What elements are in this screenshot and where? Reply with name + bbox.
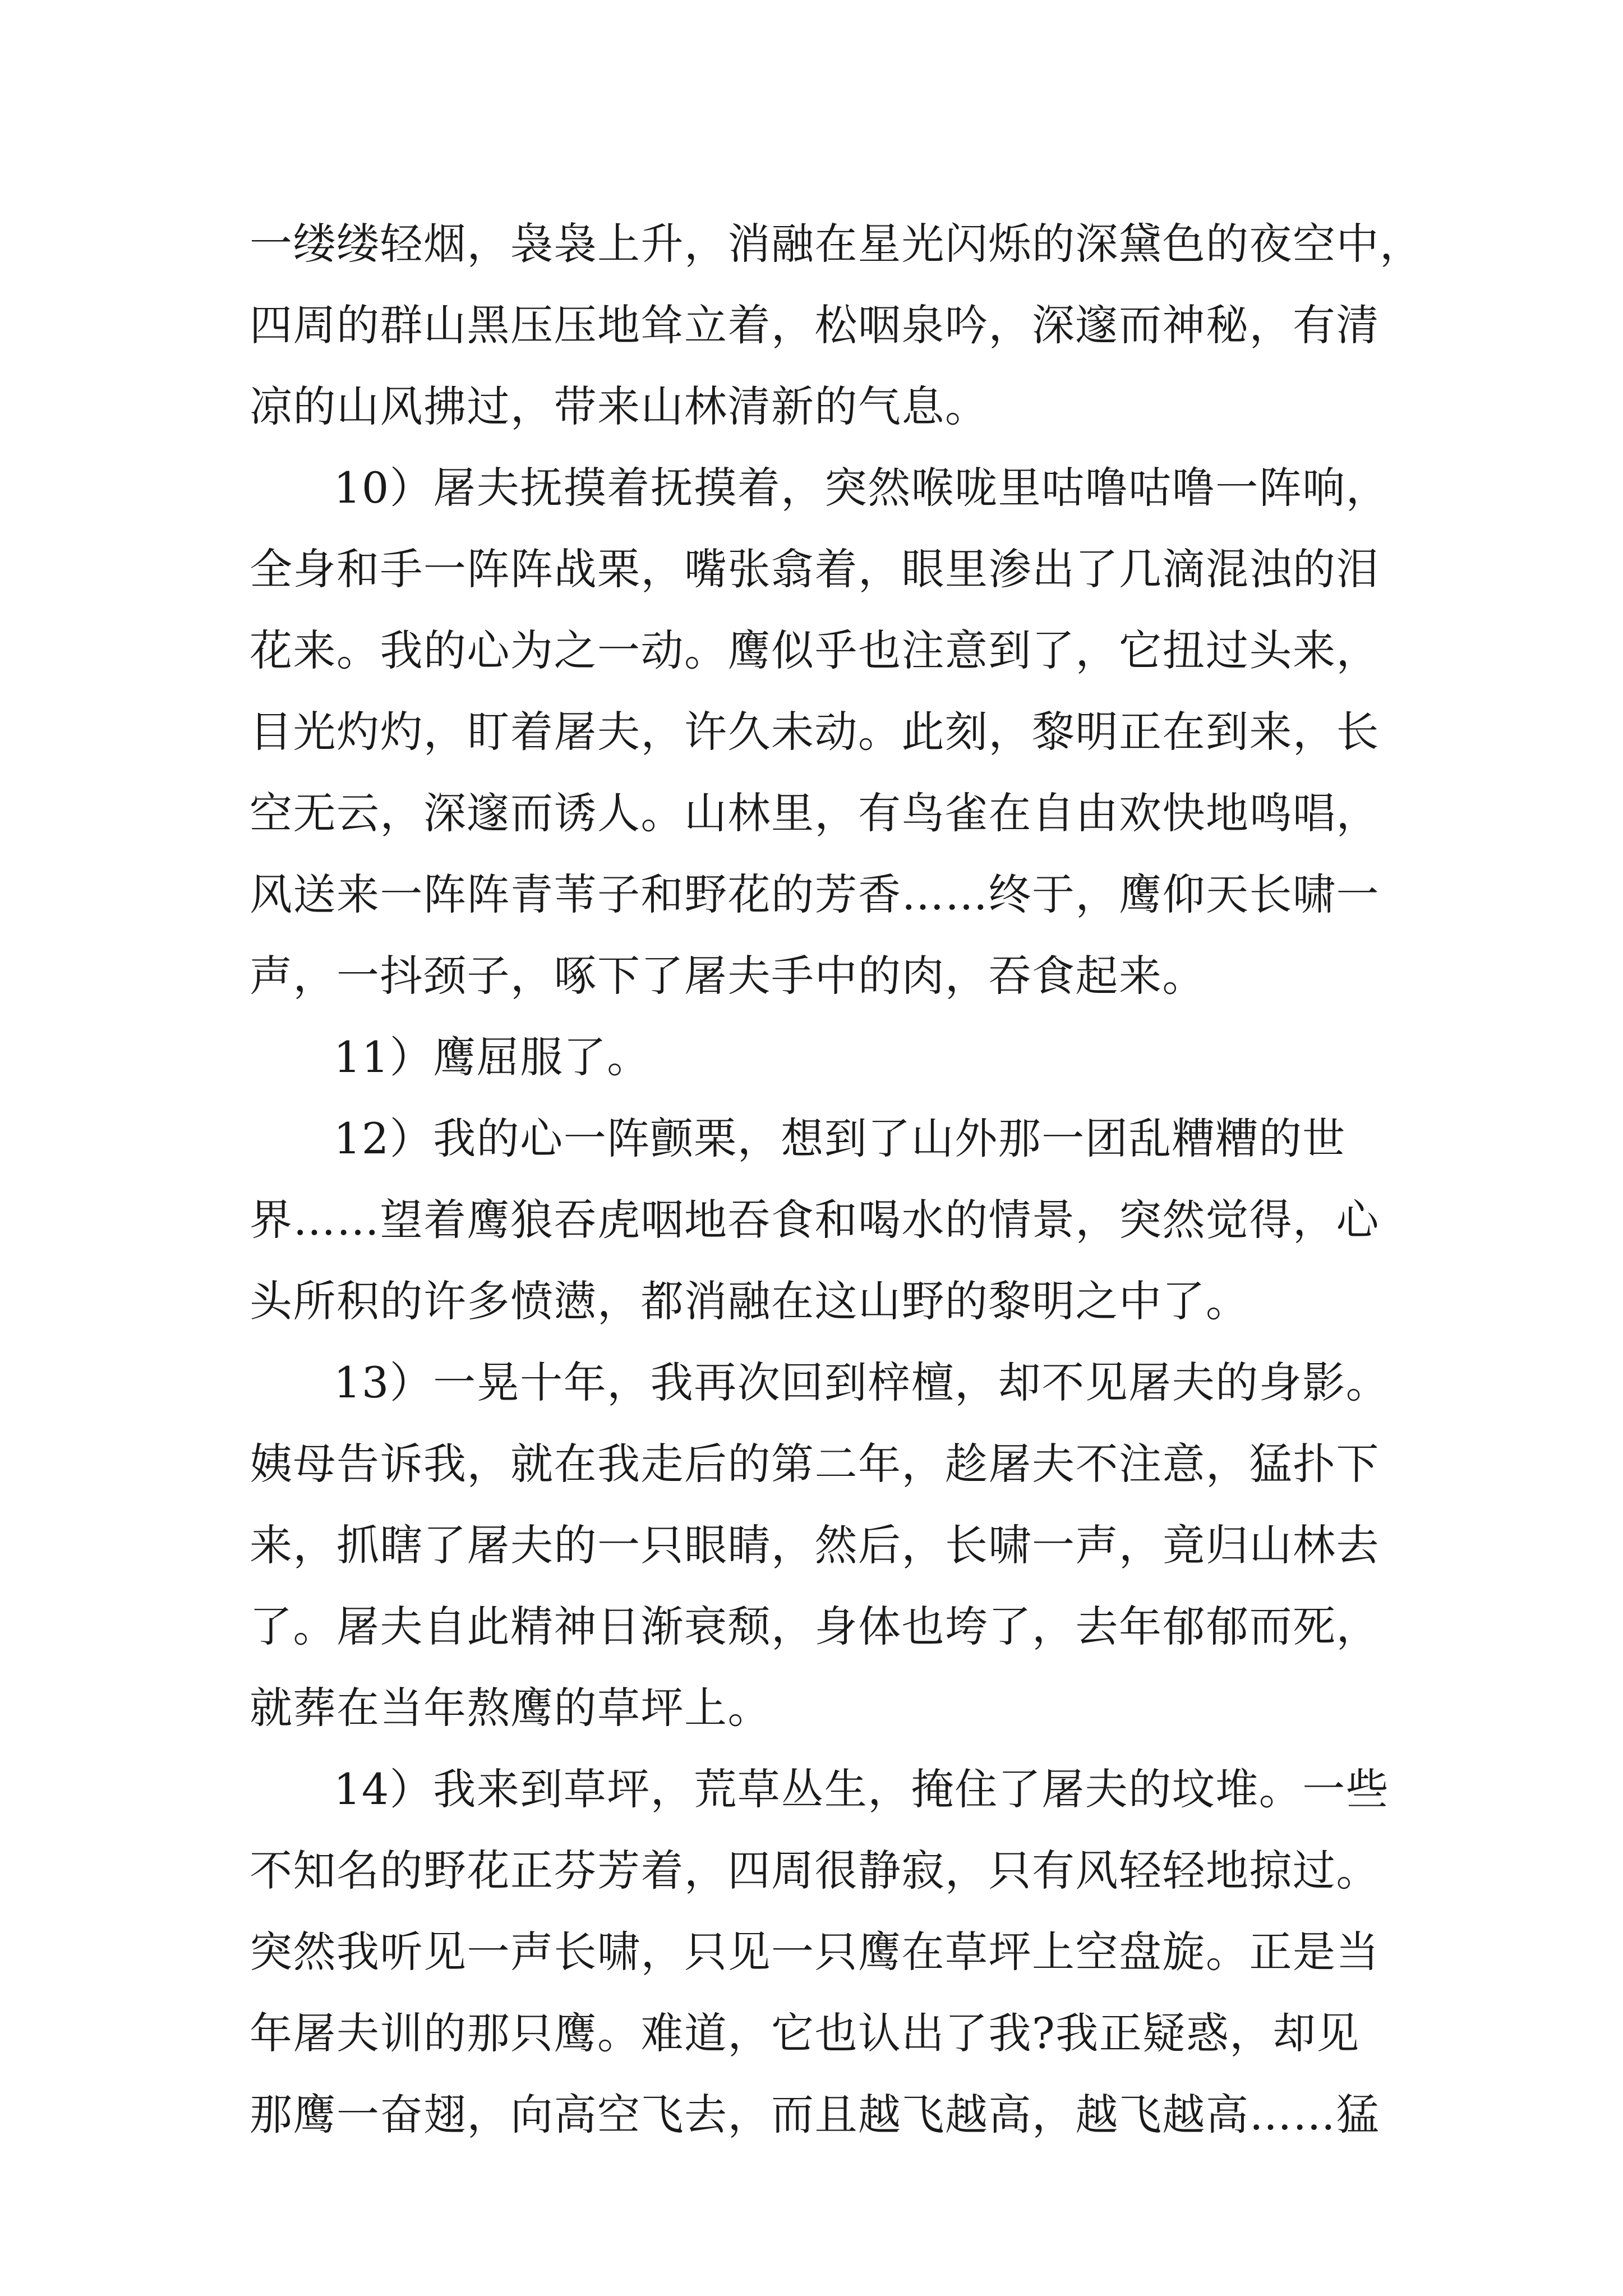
text-line: 目光灼灼，盯着屠夫，许久未动。此刻，黎明正在到来，长 (250, 707, 1380, 757)
text-line: 头所积的许多愤懑，都消融在这山野的黎明之中了。 (250, 1276, 1249, 1326)
text-line: 空无云，深邃而诱人。山林里，有鸟雀在自由欢快地鸣唱， (250, 788, 1380, 838)
text-line: 界……望着鹰狼吞虎咽地吞食和喝水的情景，突然觉得，心 (250, 1195, 1380, 1245)
body-text (250, 203, 1423, 2155)
paragraph-start-line: 12）我的心一阵颤栗，想到了山外那一团乱糟糟的世 (334, 1114, 1346, 1163)
text-line: 四周的群山黑压压地耸立着，松咽泉吟，深邃而神秘，有清 (250, 300, 1380, 350)
text-line: 凉的山风拂过，带来山林清新的气息。 (250, 381, 989, 431)
paragraph-start-line: 14）我来到草坪，荒草丛生，掩住了屠夫的坟堆。一些 (334, 1764, 1390, 1814)
text-line: 了。屠夫自此精神日渐衰颓，身体也垮了，去年郁郁而死， (250, 1602, 1380, 1651)
paragraph-start-line: 11）鹰屈服了。 (334, 1032, 651, 1082)
text-line: 声，一抖颈子，啄下了屠夫手中的肉，吞食起来。 (250, 951, 1206, 1001)
text-line: 年屠夫训的那只鹰。难道，它也认出了我?我正疑惑，却见 (250, 2008, 1360, 2058)
text-line: 就葬在当年熬鹰的草坪上。 (250, 1683, 771, 1733)
text-line: 突然我听见一声长啸，只见一只鹰在草坪上空盘旋。正是当 (250, 1927, 1380, 1977)
text-line: 姨母告诉我，就在我走后的第二年，趁屠夫不注意，猛扑下 (250, 1439, 1380, 1489)
text-line: 一缕缕轻烟，袅袅上升，消融在星光闪烁的深黛色的夜空中， (250, 219, 1423, 269)
paragraph-start-line: 10）屠夫抚摸着抚摸着，突然喉咙里咕噜咕噜一阵响， (334, 463, 1390, 513)
text-line: 不知名的野花正芬芳着，四周很静寂，只有风轻轻地掠过。 (250, 1846, 1380, 1895)
text-line: 那鹰一奋翅，向高空飞去，而且越飞越高，越飞越高……猛 (250, 2090, 1380, 2139)
paragraph-start-line: 13）一晃十年，我再次回到梓檀，却不见屠夫的身影。 (334, 1358, 1390, 1407)
text-line: 风送来一阵阵青苇子和野花的芳香……终于，鹰仰天长啸一 (250, 869, 1380, 919)
text-line: 花来。我的心为之一动。鹰似乎也注意到了，它扭过头来， (250, 625, 1380, 675)
text-line: 来，抓瞎了屠夫的一只眼睛，然后，长啸一声，竟归山林去 (250, 1520, 1380, 1570)
text-line: 全身和手一阵阵战栗，嘴张翕着，眼里渗出了几滴混浊的泪 (250, 544, 1380, 594)
